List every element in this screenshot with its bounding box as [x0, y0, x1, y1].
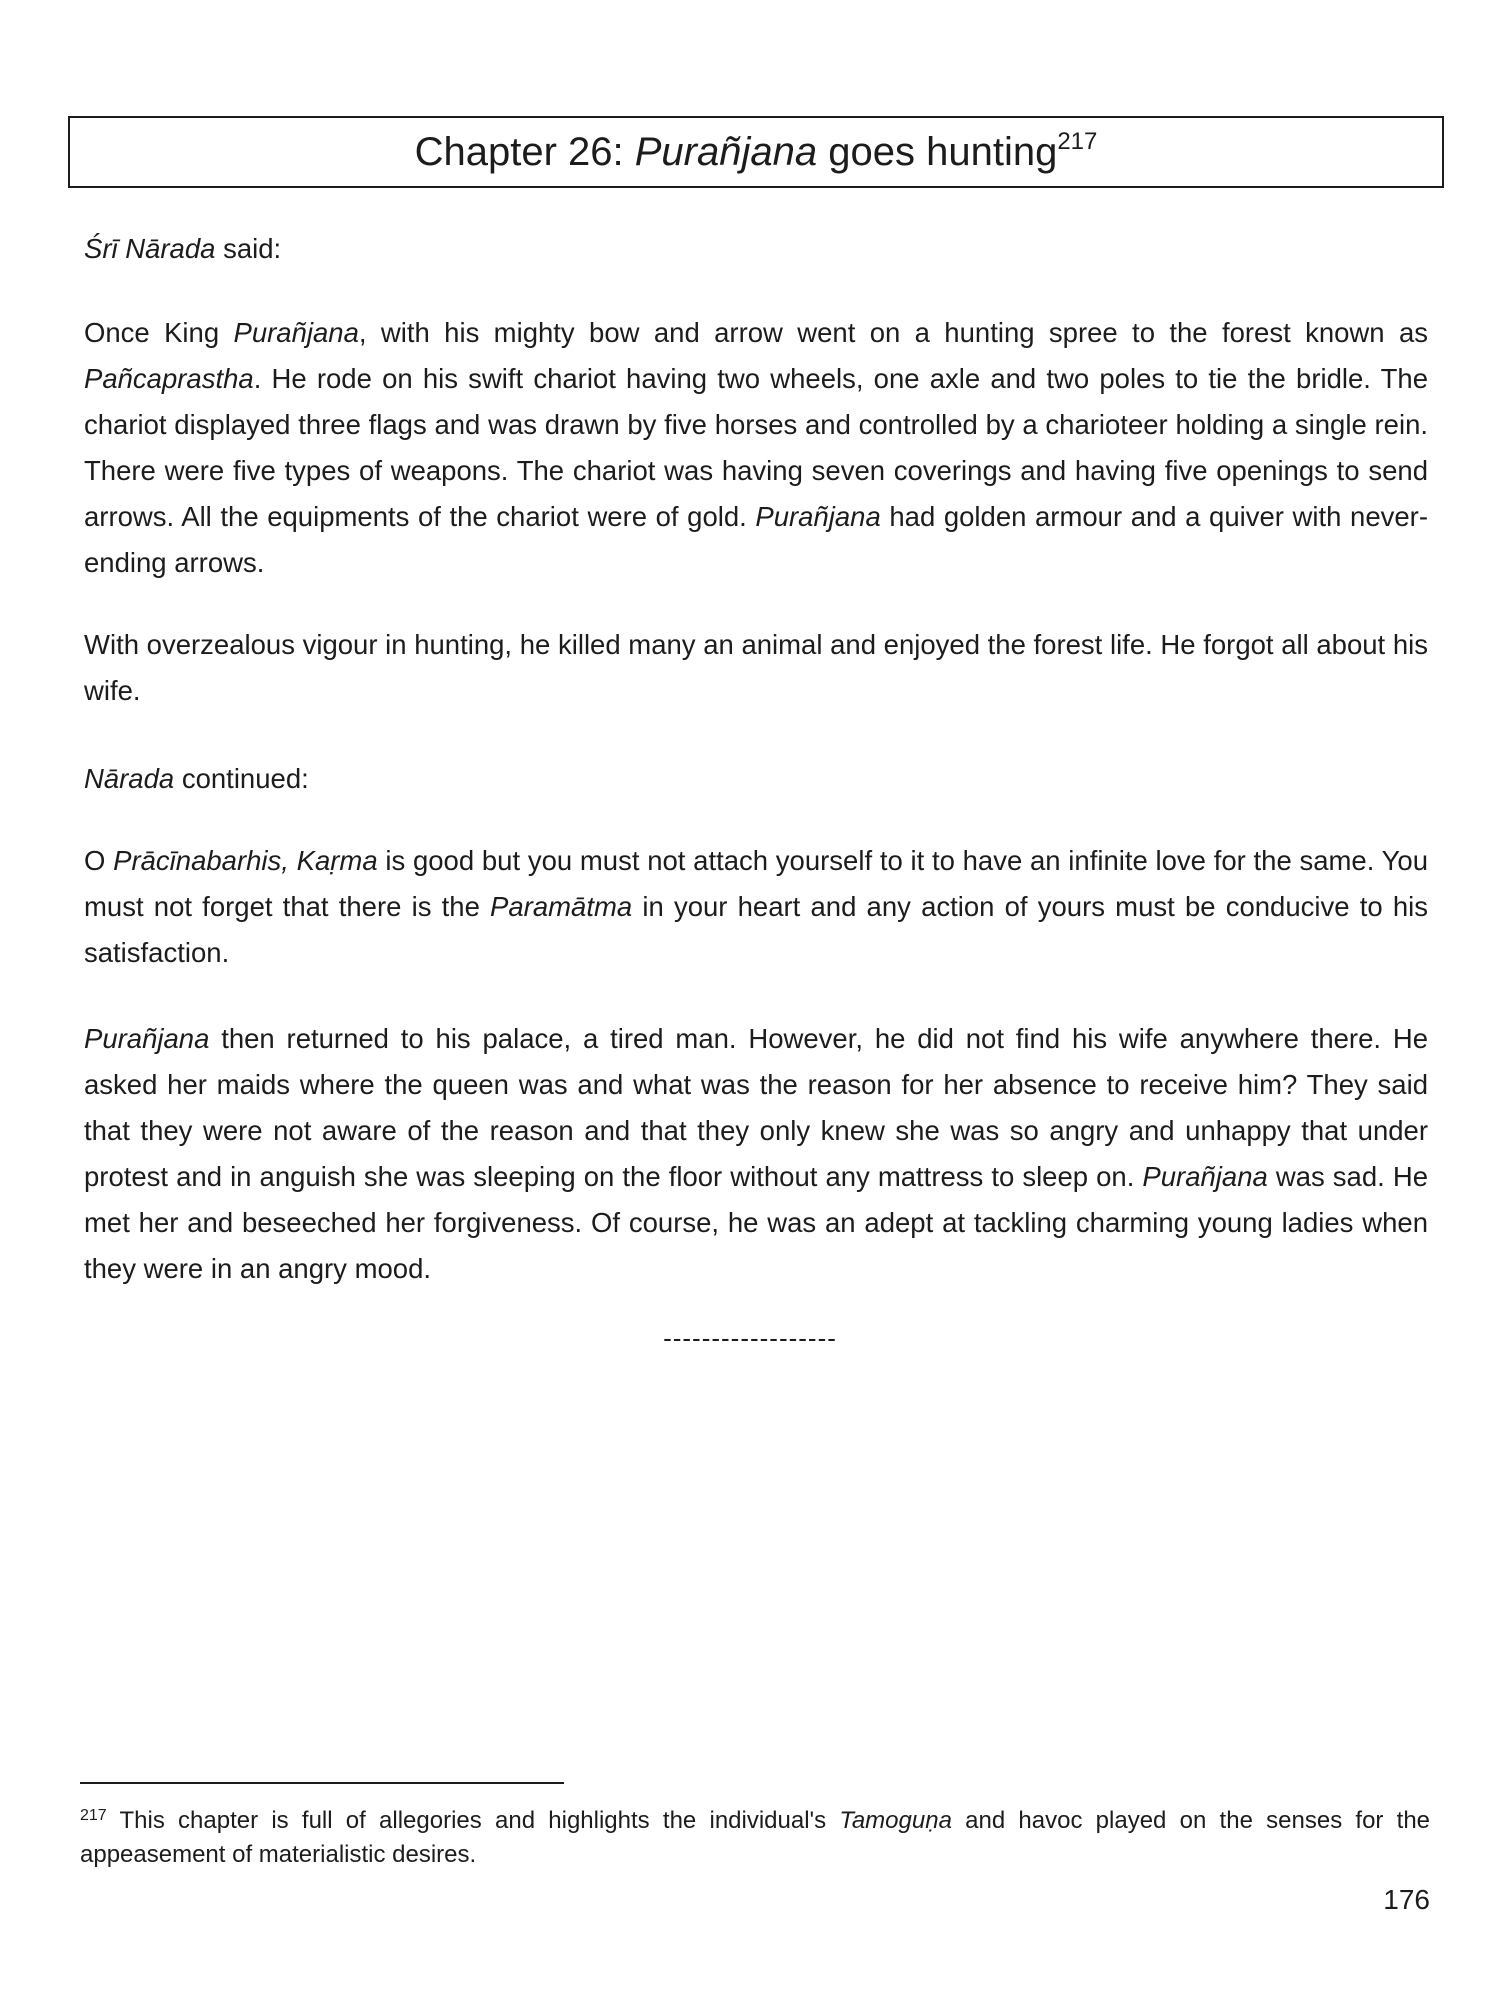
section-separator: ------------------: [663, 1323, 837, 1353]
footnote-217: [80, 1804, 1430, 1872]
paragraph-4: [84, 1016, 1428, 1292]
paragraph-text: in your heart and any action of yours must be conducive to his satisfaction.: [84, 891, 1428, 968]
speaker-line-sri-narada: [84, 226, 281, 272]
paragraph-text: is good but you must not attach yourself to it to have an infinite love for the same. You must not forget that there is the: [84, 845, 1429, 922]
chapter-title-name: Purañjana: [634, 130, 818, 174]
chapter-title-footnote-ref[interactable]: 217: [1057, 128, 1098, 155]
paragraph-3: [84, 838, 1428, 976]
speaker-name: Śrī Nārada: [84, 233, 216, 264]
paragraph-italic-place: Pañcaprastha: [84, 363, 254, 394]
paragraph-text: Once King: [84, 317, 234, 348]
footnote-mark: 217: [80, 1807, 107, 1824]
speaker-verb: said:: [215, 233, 282, 264]
footnote-rule: [80, 1782, 564, 1784]
paragraph-italic-name: Paramātma: [490, 891, 633, 922]
paragraph-text: , with his mighty bow and arrow went on a hunting spree to the forest known as: [358, 317, 1428, 348]
speaker-name: Nārada: [84, 763, 175, 794]
paragraph-text: was sad. He met her and beseeched her forgiveness. Of course, he was an adept at tackling charming young ladies when they were in an angry mood.: [84, 1161, 1428, 1284]
footnote-text: and havoc played on the senses for the appeasement of materialistic desires.: [80, 1807, 1431, 1868]
chapter-title-box: [68, 116, 1444, 188]
footnote-italic-term: Tamoguṇa: [839, 1807, 952, 1834]
paragraph-1: [84, 310, 1428, 586]
paragraph-italic-name: Purañjana: [755, 501, 881, 532]
paragraph-italic-name: Prācīnabarhis, Kaṛma: [113, 845, 378, 876]
speaker-line-narada: [84, 756, 309, 802]
paragraph-text: then returned to his palace, a tired man. However, he did not find his wife anywhere there. He asked her maids where the queen was and what was the reason for her absence to receive him? They said that they were not aware of the reason and that they only knew she was so angry and unhappy that under protest and in anguish she was sleeping on the floor without any mattress to sleep on.: [84, 1023, 1428, 1192]
chapter-title: [415, 126, 1098, 178]
paragraph-italic-name: Purañjana: [84, 1023, 210, 1054]
paragraph-text: . He rode on his swift chariot having two wheels, one axle and two poles to tie the bridle. The chariot displayed three flags and was drawn by five horses and controlled by a charioteer holding a single rein. There were five types of weapons. The chariot was having seven coverings and having five openings to send arrows. All the equipments of the chariot were of gold.: [84, 363, 1428, 532]
paragraph-text: O: [84, 845, 114, 876]
speaker-verb: continued:: [174, 763, 309, 794]
page-number: 176: [1383, 1884, 1430, 1915]
chapter-title-suffix: goes hunting: [817, 130, 1058, 174]
paragraph-2: With overzealous vigour in hunting, he killed many an animal and enjoyed the forest life. He forgot all about his wife.: [84, 629, 1428, 706]
chapter-title-prefix: Chapter 26:: [414, 130, 635, 174]
footnote-text: This chapter is full of allegories and highlights the individual's: [106, 1807, 840, 1834]
paragraph-italic-name: Purañjana: [233, 317, 359, 348]
paragraph-text: had golden armour and a quiver with never-ending arrows.: [84, 501, 1428, 578]
paragraph-italic-name: Purañjana: [1142, 1161, 1268, 1192]
